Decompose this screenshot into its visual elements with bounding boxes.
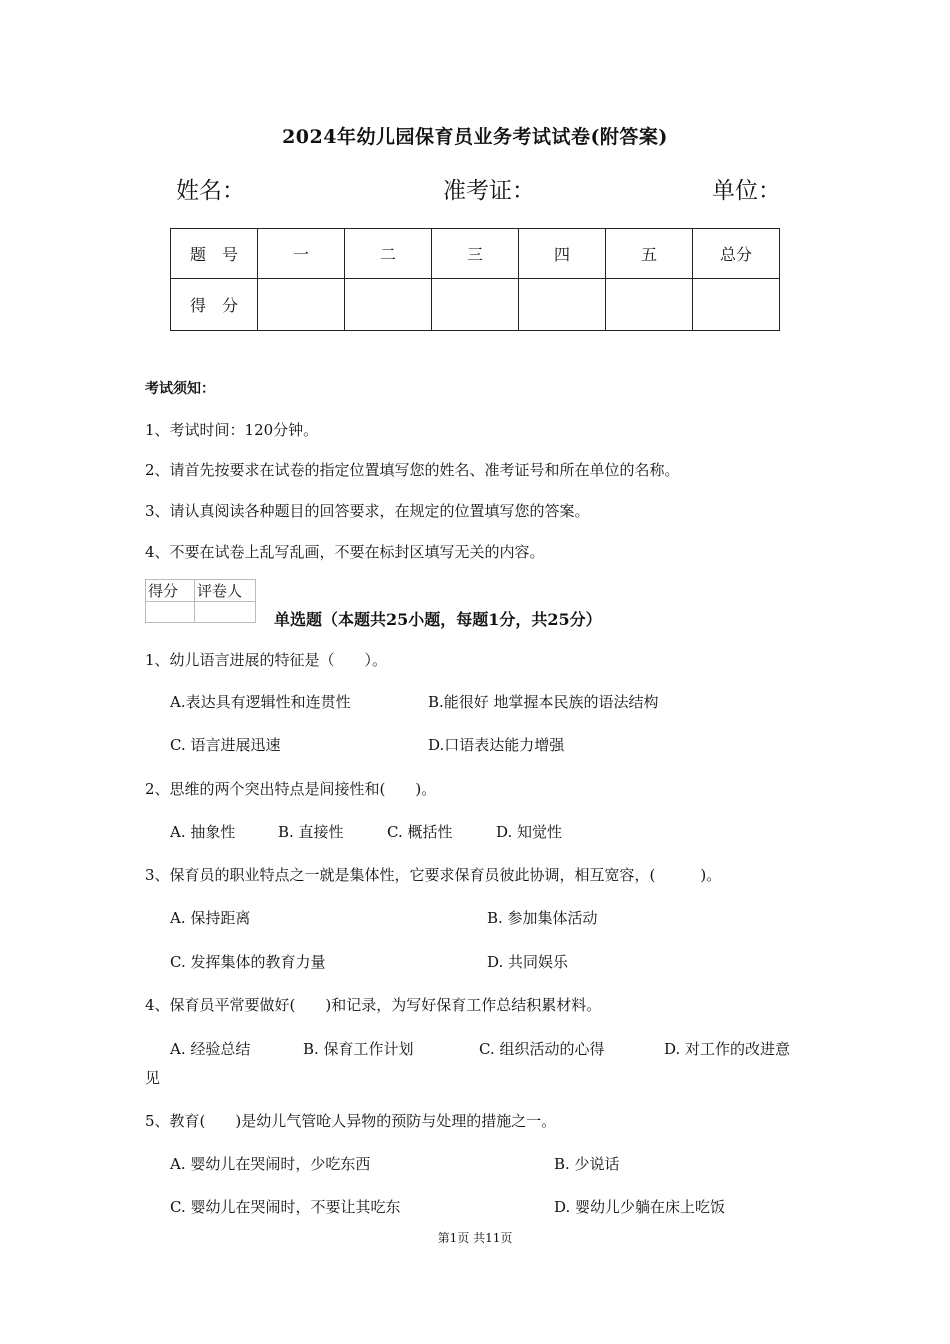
score-table (170, 228, 780, 331)
option-a[interactable]: A. 抽象性 (170, 823, 236, 841)
score-cell-1[interactable] (258, 279, 345, 331)
option-d[interactable]: D.口语表达能力增强 (428, 736, 565, 754)
grader-box (145, 579, 256, 623)
score-header-3: 三 (432, 229, 519, 279)
score-header-2: 二 (345, 229, 432, 279)
name-field-label: 姓名： (176, 178, 245, 204)
notice-item: 3、请认真阅读各种题目的回答要求，在规定的位置填写您的答案。 (145, 502, 590, 520)
question-stem: 5、教育( )是幼儿气管呛人异物的预防与处理的措施之一。 (145, 1112, 557, 1130)
option-a[interactable]: A. 婴幼儿在哭闹时，少吃东西 (170, 1155, 371, 1173)
option-a[interactable]: A. 经验总结 (170, 1040, 251, 1058)
option-c[interactable]: C. 婴幼儿在哭闹时，不要让其吃东 (170, 1198, 401, 1216)
score-cell-2[interactable] (345, 279, 432, 331)
unit-field-label: 单位： (712, 178, 781, 204)
option-d[interactable]: D. 共同娱乐 (487, 953, 569, 971)
score-header-total: 总分 (693, 229, 780, 279)
section-title: 单选题（本题共25小题，每题1分，共25分） (274, 610, 602, 629)
notice-item: 4、不要在试卷上乱写乱画，不要在标封区填写无关的内容。 (145, 543, 545, 561)
option-d[interactable]: D. 知觉性 (496, 823, 563, 841)
score-row-label: 得 分 (171, 279, 258, 331)
option-c[interactable]: C. 发挥集体的教育力量 (170, 953, 326, 971)
notice-heading: 考试须知： (145, 381, 215, 397)
option-c[interactable]: C. 语言进展迅速 (170, 736, 281, 754)
notice-item: 1、考试时间：120分钟。 (145, 421, 319, 439)
score-cell-5[interactable] (606, 279, 693, 331)
option-d[interactable]: D. 婴幼儿少躺在床上吃饭 (554, 1198, 726, 1216)
score-cell-4[interactable] (519, 279, 606, 331)
question-stem: 1、幼儿语言进展的特征是（ ）。 (145, 651, 388, 669)
question-stem: 4、保育员平常要做好( )和记录，为写好保育工作总结积累材料。 (145, 996, 602, 1014)
grader-score-label: 得分 (146, 580, 195, 602)
question-stem: 2、思维的两个突出特点是间接性和( )。 (145, 780, 437, 798)
option-c[interactable]: C. 组织活动的心得 (479, 1040, 605, 1058)
exam-id-field-label: 准考证： (443, 178, 535, 204)
option-b[interactable]: B. 参加集体活动 (487, 909, 598, 927)
score-header-1: 一 (258, 229, 345, 279)
option-a[interactable]: A.表达具有逻辑性和连贯性 (170, 693, 351, 711)
option-b[interactable]: B. 保育工作计划 (303, 1040, 414, 1058)
option-b[interactable]: B.能很好 地掌握本民族的语法结构 (428, 693, 659, 711)
grader-reviewer-label: 评卷人 (195, 580, 256, 602)
notice-item: 2、请首先按要求在试卷的指定位置填写您的姓名、准考证号和所在单位的名称。 (145, 461, 680, 479)
option-d-wrap: 见 (145, 1069, 161, 1087)
grader-score-cell[interactable] (146, 602, 195, 623)
option-b[interactable]: B. 直接性 (278, 823, 344, 841)
score-header-5: 五 (606, 229, 693, 279)
score-cell-3[interactable] (432, 279, 519, 331)
option-a[interactable]: A. 保持距离 (170, 909, 251, 927)
page-title: 2024年幼儿园保育员业务考试试卷(附答案) (282, 126, 668, 148)
score-cell-total[interactable] (693, 279, 780, 331)
question-stem: 3、保育员的职业特点之一就是集体性，它要求保育员彼此协调，相互宽容，( )。 (145, 866, 722, 884)
page-footer: 第1页 共11页 (437, 1231, 513, 1245)
score-header-4: 四 (519, 229, 606, 279)
option-b[interactable]: B. 少说话 (554, 1155, 620, 1173)
score-header-label: 题 号 (171, 229, 258, 279)
option-c[interactable]: C. 概括性 (387, 823, 453, 841)
option-d[interactable]: D. 对工作的改进意 (664, 1040, 791, 1058)
grader-reviewer-cell[interactable] (195, 602, 256, 623)
